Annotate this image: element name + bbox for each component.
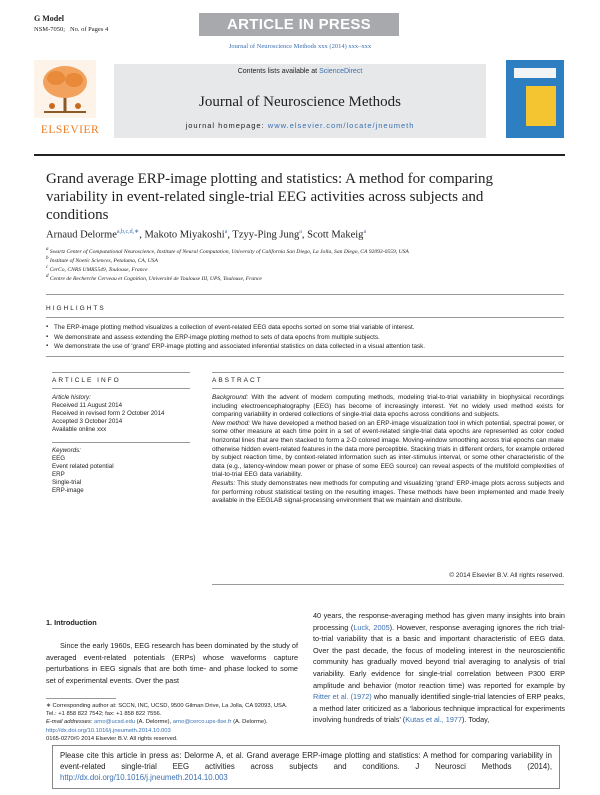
abstract-background-text: With the advent of modern computing methods, modeling trial-to-trial variability in biophysical recordings including electroencephalography (EEG) has become of increasingly interest. Yet no widely used method exists for comparing variability in ordered collections of single-trial data epochs across conditions and subjects. [212, 394, 565, 419]
affiliation [46, 274, 262, 282]
abstract-results-text: This study demonstrates new methods for computing and visualizing ‘grand’ ERP-image plots across subjects and for performing robust statistical testing on the resulting images. These methods have been implemented and made freely available in the EEGLAB signal-processing environment that we maintain and distribute. [212, 479, 564, 505]
highlights-list [46, 323, 556, 352]
sciencedirect-link[interactable]: ScienceDirect [319, 68, 363, 75]
author-name[interactable]: Scott Makeig [307, 229, 364, 241]
keyword: Single-trial [52, 479, 82, 486]
citation-link[interactable]: Luck, 2005 [353, 622, 390, 632]
article-info-heading: ARTICLE INFO [52, 377, 121, 384]
footnotes [46, 702, 298, 743]
article-info [52, 394, 192, 495]
section-divider [52, 372, 190, 373]
history-item: Accepted 3 October 2014 [52, 418, 123, 425]
nsm-id: NSM-7050; [34, 26, 66, 33]
page-count: No. of Pages 4 [69, 26, 109, 33]
section-divider [46, 294, 564, 295]
keywords-label: Keywords: [52, 447, 81, 454]
intro-paragraph-continued [313, 610, 565, 726]
citation-text: Please cite this article in press as: Delorme A, et al. Grand average ERP-image plotting and statistics: A method for comparing variability in event-related single-trial EEG activities across subjects and conditions. J Neurosci Methods (2014), [60, 751, 552, 771]
abstract-results-label: Results: [212, 479, 236, 487]
affiliation-text: Centre de Recherche Cerveau et Cognition, Université de Toulouse III, UPS, Toulouse, France [49, 275, 262, 282]
abstract-new-method [212, 420, 564, 480]
author-affiliation-marks: a [299, 229, 302, 235]
abstract-new-method-text: We have developed a method based on an ERP-image visualization tool in which potential, spectral power, or some other measure at each time point in a set of event-related single-trial data epochs are represented as color coded horizontal lines that are then stacked to form a 2-D colored image. Moving-window smoothing across trial epochs can make otherwise hidden event-related features in the data more perceptible. Stacking trials in different orders, for example ordered by subject reaction time, by context-related information such as inter-stimulus interval, or some other characteristic of the data (e.g., latency-window mean power or phase of some EEG source) can reveal aspects of the multifold complexities of trial-to-trial EEG data variability. [212, 419, 564, 479]
contents-prefix: Contents lists available at [237, 68, 318, 75]
corresponding-author-note: ∗ Corresponding author at: SCCN, INC, UCSD, 9500 Gilman Drive, La Jolla, CA 92093, USA. Tel.: +1 858 822 7542; fax: +1 858 822 7556. [46, 703, 288, 718]
email-owner: (A. Delorme), [136, 719, 172, 726]
keyword: ERP [52, 471, 65, 478]
abstract-background [212, 394, 564, 420]
section-divider [52, 388, 190, 389]
manuscript-id [34, 26, 108, 33]
author-name[interactable]: Arnaud Delorme [46, 229, 117, 241]
section-divider [46, 317, 564, 318]
contents-line [114, 68, 486, 75]
affiliation [46, 247, 409, 255]
affiliation-text: Swartz Center of Computational Neuroscience, Institute of Neural Computation, University of California San Diego, La Jolla, San Diego, CA 92093-0559, USA [49, 248, 409, 255]
masthead [34, 60, 565, 142]
abstract-heading: ABSTRACT [212, 377, 263, 384]
section-divider [212, 372, 564, 373]
intro-text: 40 years, the response-averaging method has given many insights into brain processing ( [313, 611, 565, 632]
affiliation-text: CerCo, CNRS UMR5549, Toulouse, France [49, 266, 148, 273]
author-affiliation-marks: a,b,c,d,∗ [116, 229, 140, 235]
author-affiliation-marks: a [224, 229, 228, 235]
elsevier-tree-icon [34, 60, 96, 118]
article-title: Grand average ERP-image plotting and statistics: A method for comparing variability in event-related single-trial EEG activities across subjects and conditions [46, 171, 493, 223]
email-link[interactable]: arno@ucsd.edu [94, 719, 136, 726]
journal-reference[interactable]: Journal of Neuroscience Methods xxx (2014) xxx–xxx [228, 43, 372, 50]
citation-link[interactable]: Kutas et al., 1977 [405, 715, 462, 725]
keyword: EEG [52, 455, 66, 462]
affiliation-mark: b [46, 256, 49, 261]
abstract-new-method-label: New method: [212, 419, 250, 427]
email-owner: (A. Delorme). [233, 719, 268, 726]
abstract-copyright: © 2014 Elsevier B.V. All rights reserved. [449, 572, 564, 579]
highlights-heading: HIGHLIGHTS [46, 305, 106, 312]
section-divider [46, 356, 564, 357]
history-item: Available online xxx [52, 426, 107, 433]
elsevier-logo [34, 60, 106, 138]
issn-line: 0165-0270/© 2014 Elsevier B.V. All rights reserved. [46, 735, 178, 742]
affiliation-text: Institute of Noetic Sciences, Petaluma, CA, USA [49, 257, 158, 264]
intro-text: ). However, response averaging ignores the rich trial-to-trial variability that is a basic and important characteristic of EEG data. Over the past decade, the focus of modeling interest in the neuroscientific community has gradually moved beyond trial averaging to analysis of trial variability. Early evidence for single-trial correlation between P300 ERP amplitude and behavior (motor reaction time) was reported for example by [313, 622, 566, 690]
author-list: Arnaud Delorme$^{a,b,c,d,∗}$, Makoto Miyakoshi$^a$, Tzyy-Ping Jung$^a$, Scott Makeig$^a$ [46, 229, 367, 241]
abstract-results [212, 480, 564, 506]
keyword: Event related potential [52, 463, 114, 470]
email-line [46, 718, 298, 726]
publisher-wordmark: ELSEVIER [40, 124, 100, 136]
journal-cover-image [506, 60, 564, 138]
author-name[interactable]: Makoto Miyakoshi [144, 229, 225, 241]
citation-doi-link[interactable]: http://dx.doi.org/10.1016/j.jneumeth.2014.10.003 [60, 773, 228, 782]
affiliation-mark: c [46, 265, 49, 270]
section-divider [212, 388, 564, 389]
doi-link[interactable]: http://dx.doi.org/10.1016/j.jneumeth.2014.10.003 [46, 727, 171, 734]
homepage-line [114, 121, 486, 130]
homepage-prefix: journal homepage: [185, 121, 265, 130]
author-affiliation-marks: a [363, 229, 367, 235]
history-item: Received 11 August 2014 [52, 402, 123, 409]
email-label: E-mail addresses: [46, 719, 93, 726]
affiliation-mark: d [46, 274, 49, 279]
affiliation-mark: a [46, 247, 49, 252]
author-name[interactable]: Tzyy-Ping Jung [232, 229, 300, 241]
keyword: ERP-image [52, 487, 84, 494]
highlight-item: ▪ We demonstrate the use of ‘grand’ ERP-image plotting and associated inferential statistics on data collected in a visual attention task. [46, 342, 556, 352]
journal-title: Journal of Neuroscience Methods [198, 94, 402, 110]
section-divider [212, 584, 564, 585]
masthead-divider [34, 154, 565, 156]
history-label: Article history: [52, 394, 91, 401]
intro-text: ). Today, [462, 715, 490, 725]
highlight-item: ▪ The ERP-image plotting method visualizes a collection of event-related EEG data epochs sorted on some trial variable of interest. [46, 323, 556, 333]
section-heading-introduction: 1. Introduction [46, 618, 97, 627]
affiliation [46, 265, 147, 273]
citation-link[interactable]: Ritter et al. (1972) [313, 692, 372, 702]
intro-left-column [46, 640, 298, 686]
intro-text: who manually identified single-trial latencies of ERP peaks, a method later criticized as a ‘laborious technique impractical for experiments involving hundreds of trials’ ( [313, 692, 565, 725]
intro-paragraph: Since the early 1960s, EEG research has been dominated by the study of averaged event-related potentials (ERPs) whose waveforms capture perturbations in EEG signals that are both time- and phase locked to some set of experimental events. Over the past [46, 641, 298, 685]
gmodel-label: G Model [34, 14, 64, 23]
article-in-press-banner: ARTICLE IN PRESS [199, 13, 399, 36]
abstract-body [212, 394, 564, 506]
affiliation [46, 256, 158, 264]
history-item: Received in revised form 2 October 2014 [52, 410, 165, 417]
footnote-divider [46, 698, 116, 699]
intro-right-column [313, 610, 565, 726]
citation-box [52, 745, 560, 789]
highlight-item: ▪ We demonstrate and assess extending the ERP-image plotting method to sets of data epochs from multiple subjects. [46, 333, 556, 343]
journal-masthead-panel [114, 64, 486, 138]
email-link[interactable]: arno@cerco.ups-tlse.fr [172, 719, 232, 726]
abstract-background-label: Background: [212, 394, 249, 401]
homepage-link[interactable]: www.elsevier.com/locate/jneumeth [267, 121, 415, 130]
